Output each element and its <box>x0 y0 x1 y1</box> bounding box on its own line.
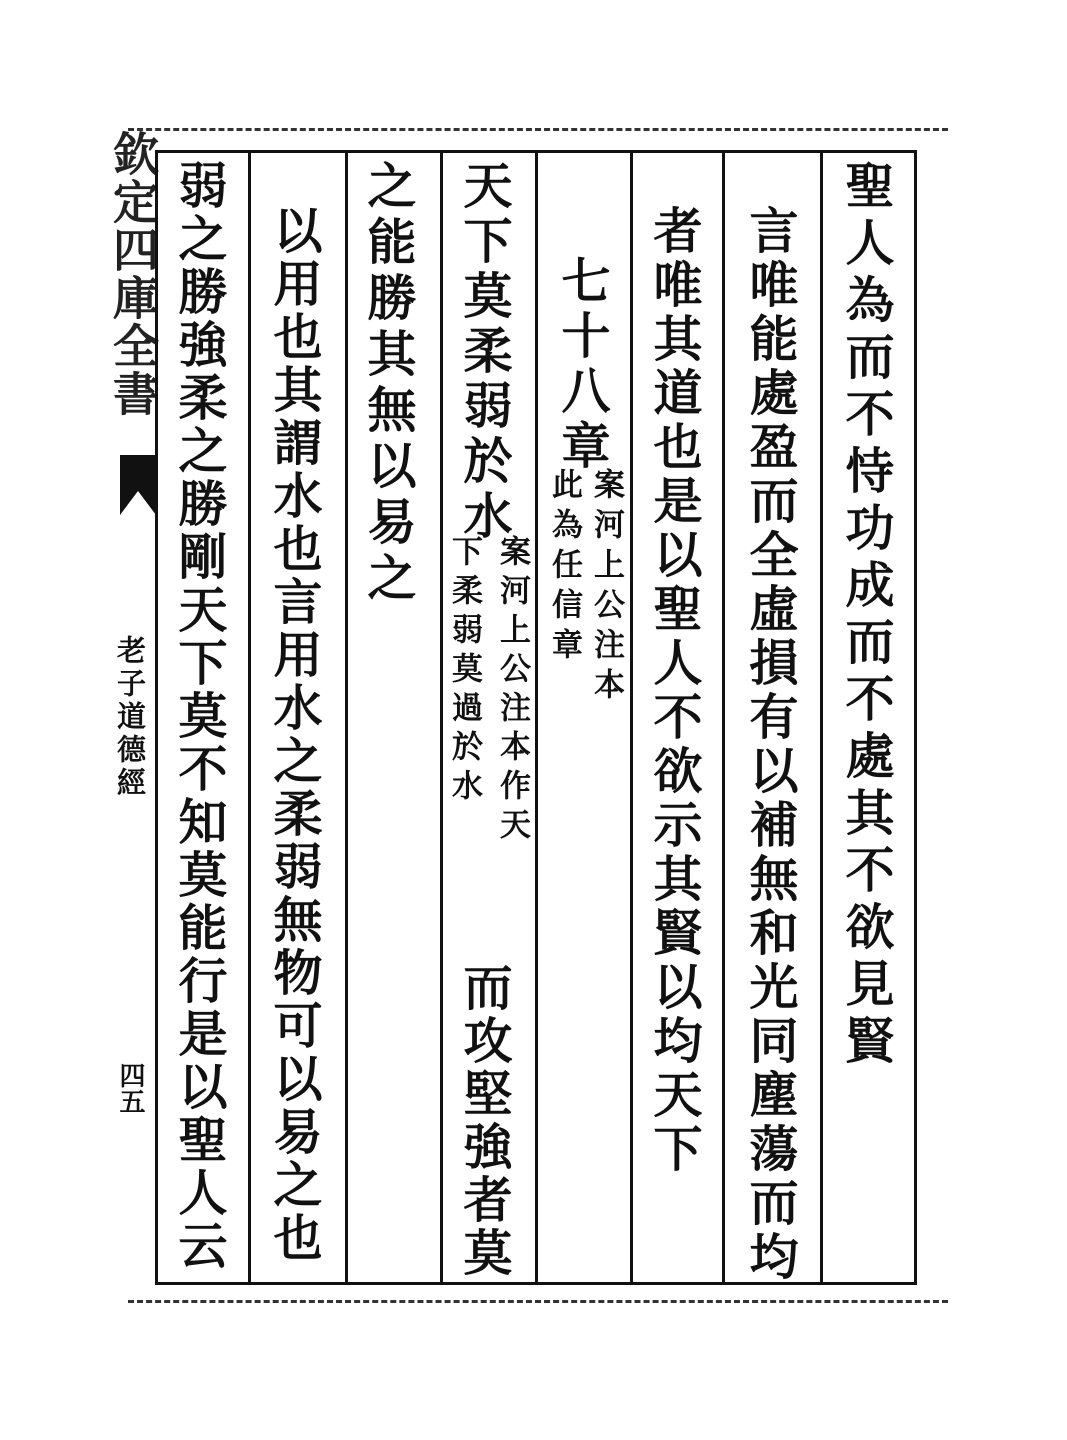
page-number: 四五 <box>115 1062 145 1114</box>
text-column-5-bottom: 而攻堅強者莫 <box>456 962 514 1280</box>
text-column-6: 之能勝其無以易之 <box>360 160 418 608</box>
column-rule <box>630 150 633 1285</box>
column-rule <box>820 150 823 1285</box>
top-rule <box>128 128 948 131</box>
text-column-7: 以用也其謂水也言用水之柔弱無物可以易之也 <box>266 205 324 1265</box>
chapter-heading: 七十八章 <box>554 255 612 475</box>
annotation-note: 下柔弱莫過於水 <box>446 535 482 808</box>
annotation-note: 案河上公注本 <box>588 468 624 708</box>
collection-title: 欽定四庫全書 <box>106 130 160 418</box>
column-rule <box>535 150 538 1285</box>
text-column-5-top: 天下莫柔弱於水 <box>456 160 514 545</box>
column-rule <box>440 150 443 1285</box>
text-column-1: 聖人為而不恃功成而不處其不欲見賢 <box>838 160 896 1072</box>
bottom-rule <box>128 1300 948 1303</box>
annotation-note: 此為任信章 <box>546 468 582 668</box>
column-rule <box>722 150 725 1285</box>
text-column-3: 者唯其道也是以聖人不欲示其賢以均天下 <box>646 205 704 1177</box>
column-rule <box>345 150 348 1285</box>
fish-tail-mark <box>120 455 156 515</box>
text-column-8: 弱之勝強柔之勝剛天下莫不知莫能行是以聖人云 <box>171 160 229 1273</box>
text-column-2: 言唯能處盈而全虛損有以補無和光同塵蕩而均 <box>742 205 800 1285</box>
book-title: 老子道德經 <box>113 635 147 800</box>
column-rule <box>248 150 251 1285</box>
annotation-note: 案河上公注本作天 <box>494 535 530 847</box>
